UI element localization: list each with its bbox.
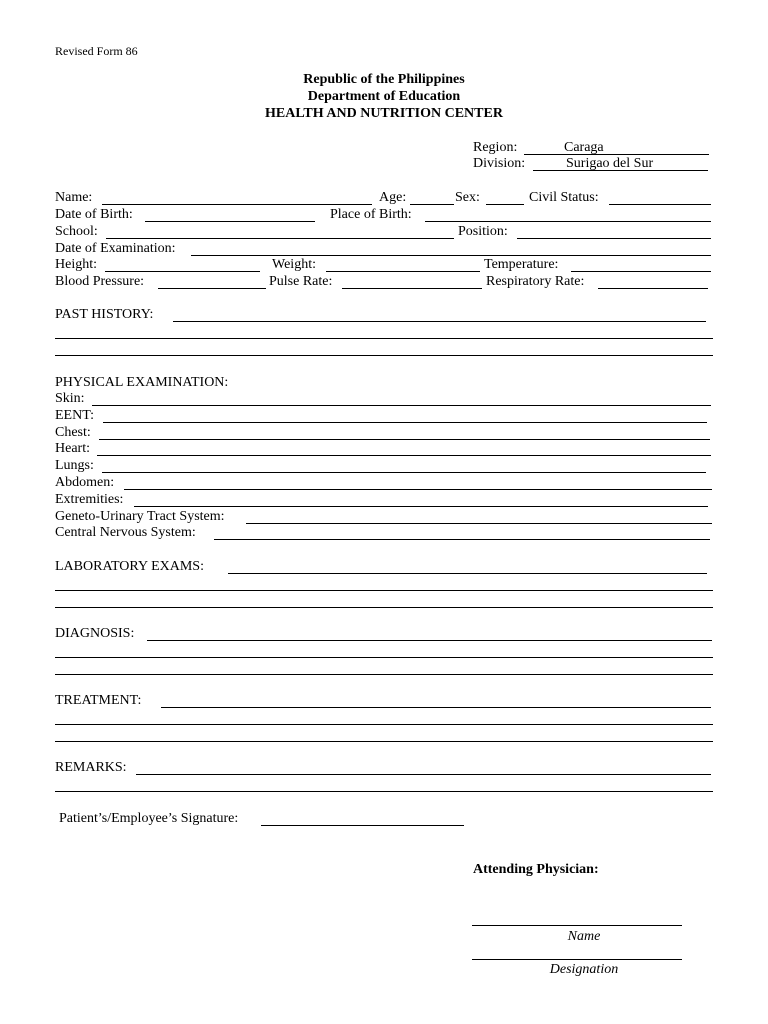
skin-label: Skin: (55, 391, 85, 406)
treatment-label: TREATMENT: (55, 693, 142, 708)
diagnosis-label: DIAGNOSIS: (55, 626, 135, 641)
name-field[interactable] (102, 204, 372, 205)
diagnosis-line-2[interactable] (55, 657, 713, 658)
past-history-field[interactable] (173, 321, 706, 322)
diagnosis-field[interactable] (147, 640, 712, 641)
physical-exam-heading: PHYSICAL EXAMINATION: (55, 375, 229, 390)
extremities-label: Extremities: (55, 492, 124, 507)
heart-label: Heart: (55, 441, 90, 456)
height-label: Height: (55, 257, 97, 272)
division-value: Surigao del Sur (566, 156, 654, 171)
abdomen-field[interactable] (124, 489, 712, 490)
treatment-line-3[interactable] (55, 741, 713, 742)
name-caption: Name (567, 929, 601, 944)
physician-name-line[interactable] (472, 925, 682, 926)
region-label: Region: (473, 140, 518, 155)
age-field[interactable] (410, 204, 454, 205)
dob-label: Date of Birth: (55, 207, 133, 222)
treatment-line-2[interactable] (55, 724, 713, 725)
school-field[interactable] (106, 238, 454, 239)
past-history-line-3[interactable] (55, 355, 713, 356)
division-label: Division: (473, 156, 526, 171)
remarks-label: REMARKS: (55, 760, 127, 775)
chest-label: Chest: (55, 425, 91, 440)
treatment-field[interactable] (161, 707, 711, 708)
dob-field[interactable] (145, 221, 315, 222)
position-field[interactable] (517, 238, 711, 239)
signature-label: Patient’s/Employee’s Signature: (59, 811, 239, 826)
position-label: Position: (458, 224, 508, 239)
date-exam-label: Date of Examination: (55, 241, 176, 256)
cns-field[interactable] (214, 539, 710, 540)
header-republic: Republic of the Philippines (303, 72, 465, 87)
header-department: Department of Education (307, 89, 461, 104)
date-exam-field[interactable] (191, 255, 711, 256)
physician-designation-line[interactable] (472, 959, 682, 960)
pulse-label: Pulse Rate: (269, 274, 333, 289)
pulse-field[interactable] (342, 288, 482, 289)
remarks-line-2[interactable] (55, 791, 713, 792)
sex-field[interactable] (486, 204, 524, 205)
region-field[interactable] (524, 154, 709, 155)
lungs-field[interactable] (102, 472, 706, 473)
weight-field[interactable] (326, 271, 480, 272)
past-history-label: PAST HISTORY: (55, 307, 154, 322)
chest-field[interactable] (99, 439, 710, 440)
remarks-field[interactable] (136, 774, 711, 775)
height-field[interactable] (105, 271, 260, 272)
name-label: Name: (55, 190, 93, 205)
extremities-field[interactable] (134, 506, 708, 507)
lungs-label: Lungs: (55, 458, 94, 473)
lab-exams-label: LABORATORY EXAMS: (55, 559, 204, 574)
gut-field[interactable] (246, 523, 712, 524)
civil-status-label: Civil Status: (529, 190, 599, 205)
past-history-line-2[interactable] (55, 338, 713, 339)
eent-label: EENT: (55, 408, 94, 423)
eent-field[interactable] (103, 422, 707, 423)
temperature-label: Temperature: (484, 257, 559, 272)
resp-field[interactable] (598, 288, 708, 289)
civil-status-field[interactable] (609, 204, 711, 205)
diagnosis-line-3[interactable] (55, 674, 713, 675)
heart-field[interactable] (97, 455, 711, 456)
weight-label: Weight: (272, 257, 316, 272)
signature-field[interactable] (261, 825, 464, 826)
resp-label: Respiratory Rate: (486, 274, 585, 289)
skin-field[interactable] (92, 405, 711, 406)
cns-label: Central Nervous System: (55, 525, 196, 540)
temperature-field[interactable] (571, 271, 711, 272)
region-value: Caraga (564, 140, 604, 155)
lab-exams-field[interactable] (228, 573, 707, 574)
age-label: Age: (379, 190, 407, 205)
pob-field[interactable] (425, 221, 711, 222)
header-center: HEALTH AND NUTRITION CENTER (265, 106, 503, 121)
pob-label: Place of Birth: (330, 207, 412, 222)
lab-exams-line-2[interactable] (55, 590, 713, 591)
designation-caption: Designation (549, 962, 619, 977)
bp-field[interactable] (158, 288, 266, 289)
attending-physician-label: Attending Physician: (473, 862, 599, 877)
school-label: School: (55, 224, 98, 239)
bp-label: Blood Pressure: (55, 274, 145, 289)
gut-label: Geneto-Urinary Tract System: (55, 509, 225, 524)
abdomen-label: Abdomen: (55, 475, 115, 490)
lab-exams-line-3[interactable] (55, 607, 713, 608)
sex-label: Sex: (455, 190, 480, 205)
form-code: Revised Form 86 (55, 44, 138, 58)
